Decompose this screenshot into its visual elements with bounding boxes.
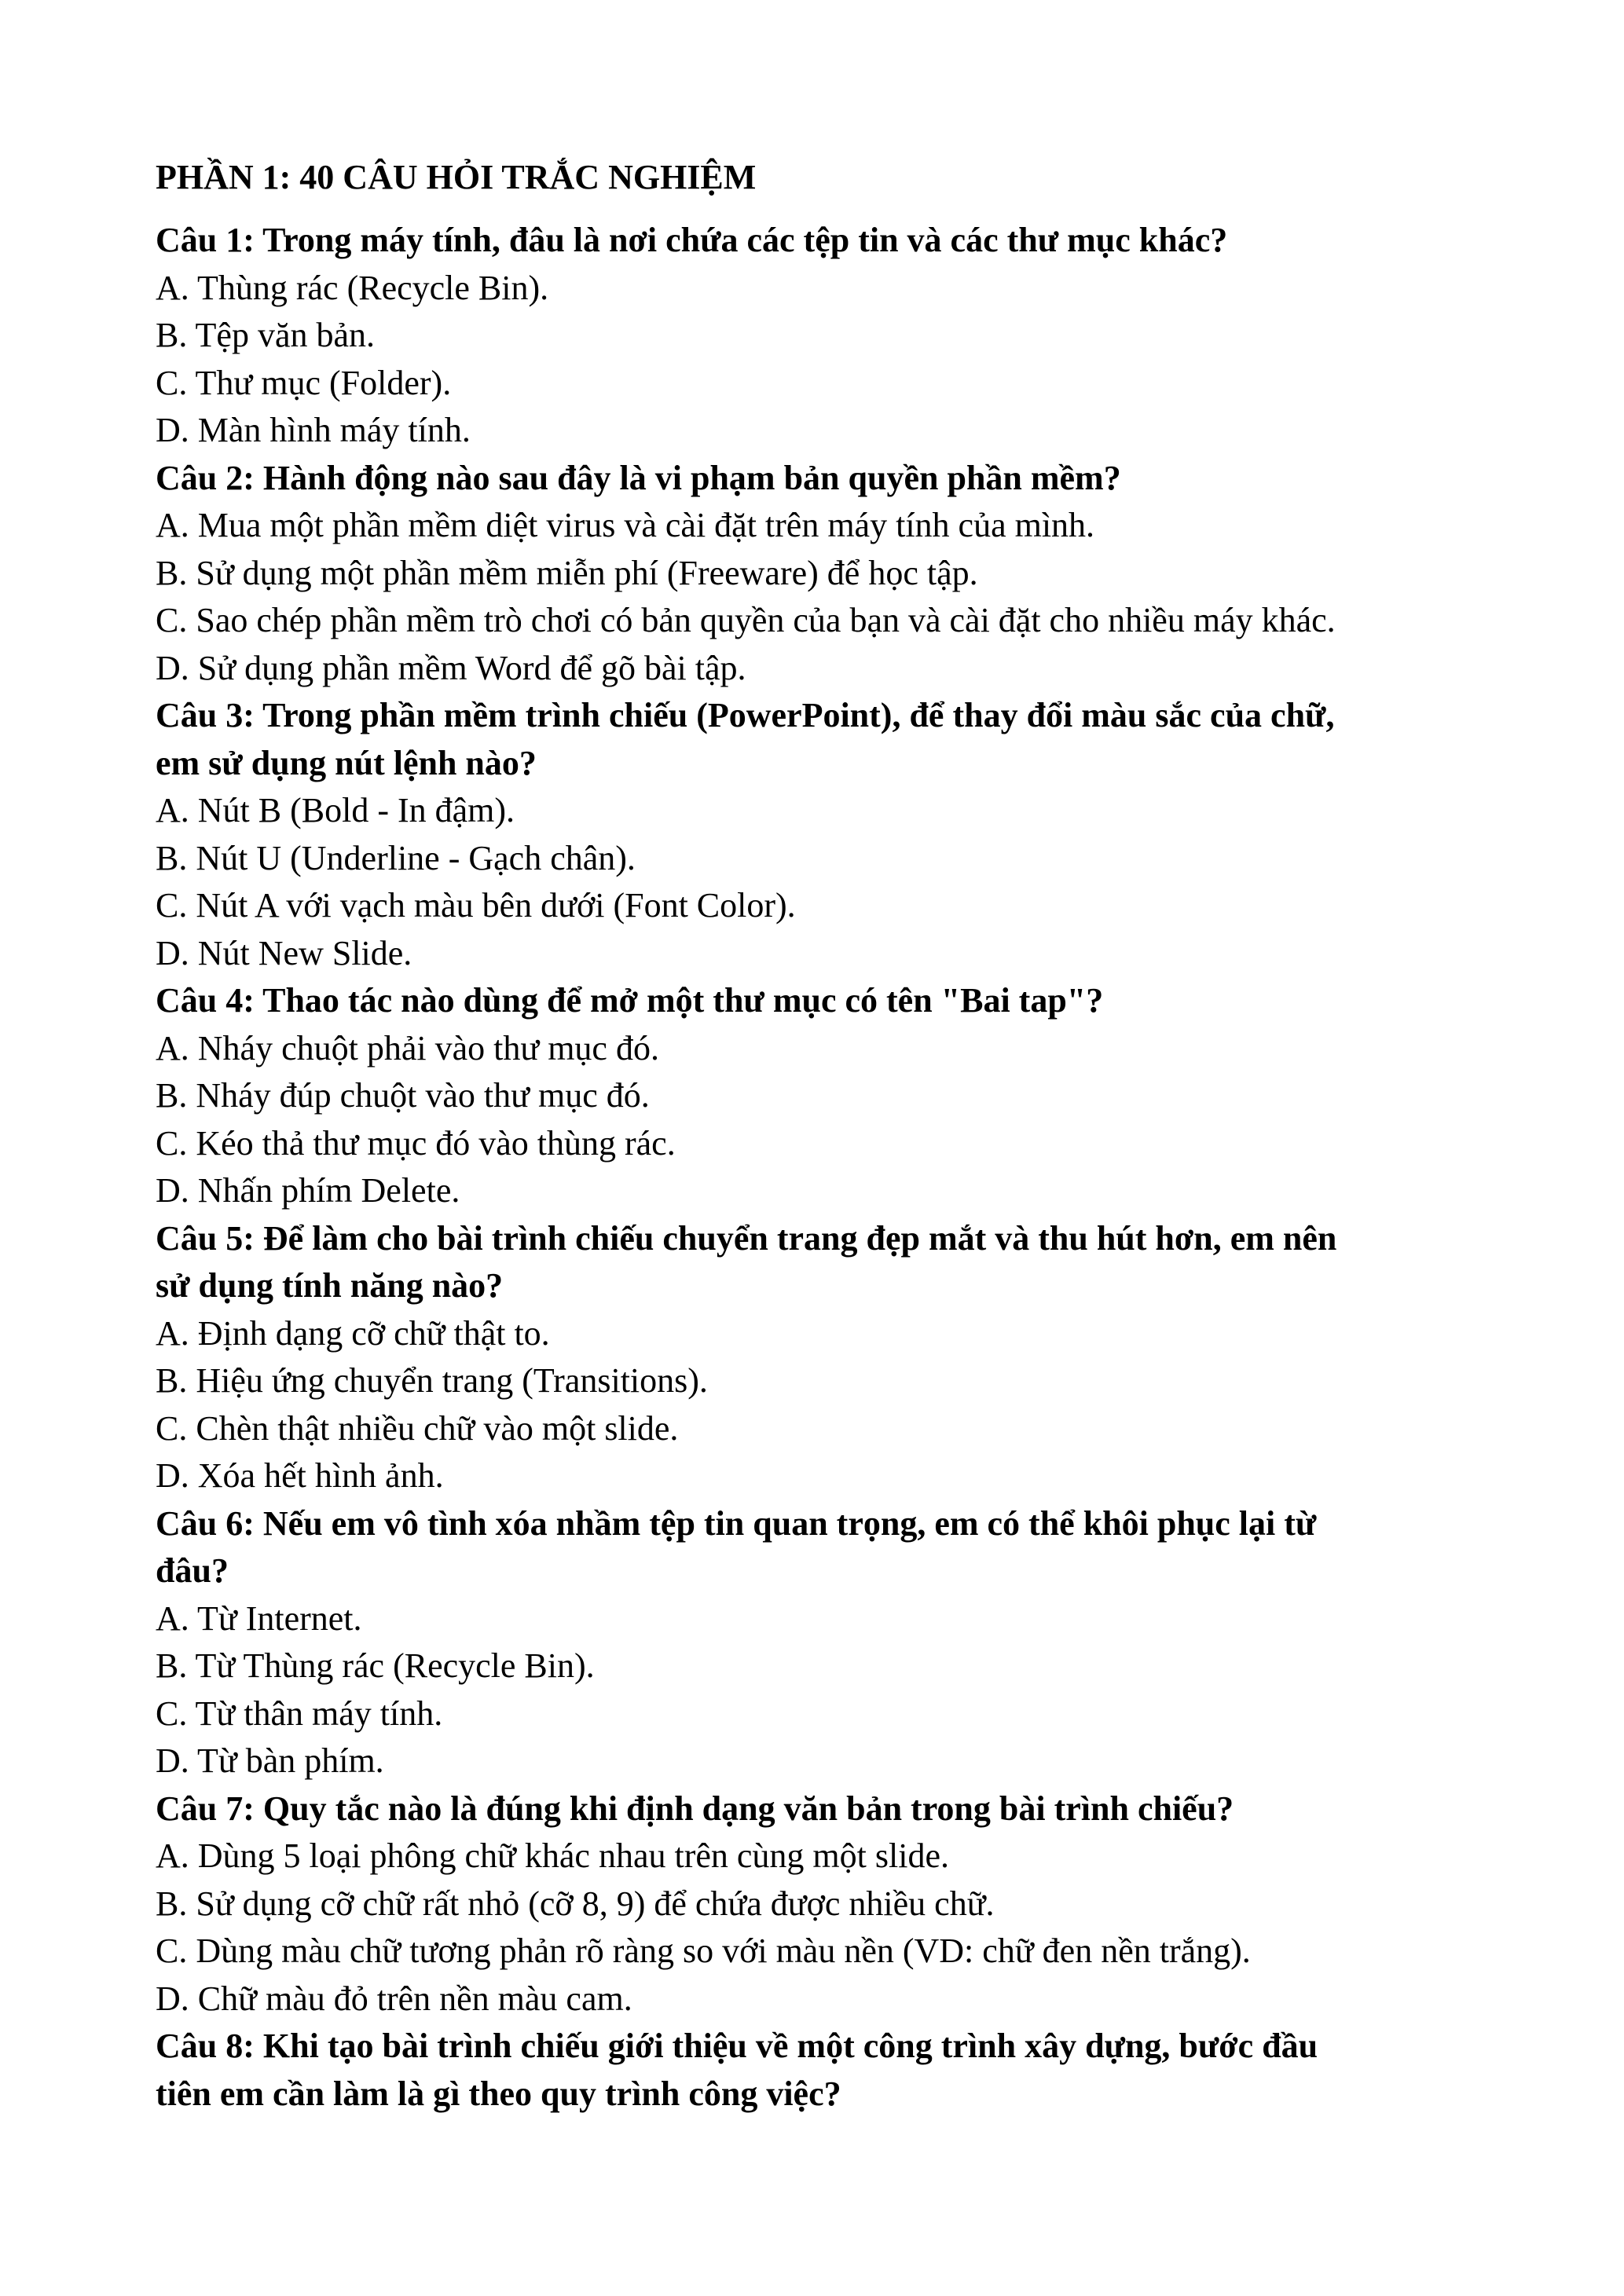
answer-option: B. Sử dụng một phần mềm miễn phí (Freeware) để học tập. — [156, 553, 978, 592]
answer-option: D. Chữ màu đỏ trên nền màu cam. — [156, 1979, 632, 2018]
document-page — [156, 154, 1491, 2118]
question-block — [156, 217, 1491, 455]
answer-option: B. Sử dụng cỡ chữ rất nhỏ (cỡ 8, 9) để chứa được nhiều chữ. — [156, 1884, 995, 1923]
answer-option: A. Định dạng cỡ chữ thật to. — [156, 1313, 550, 1353]
answer-option: C. Nút A với vạch màu bên dưới (Font Color). — [156, 886, 796, 925]
answer-option: A. Mua một phần mềm diệt virus và cài đặt trên máy tính của mình. — [156, 506, 1095, 544]
answer-option: C. Dùng màu chữ tương phản rõ ràng so với màu nền (VD: chữ đen nền trắng). — [156, 1932, 1251, 1970]
answer-option: A. Từ Internet. — [156, 1598, 362, 1638]
question-block — [156, 692, 1491, 977]
question-text: Câu 3: Trong phần mềm trình chiếu (PowerPoint), để thay đổi màu sắc của chữ, — [156, 696, 1335, 734]
question-block — [156, 1785, 1491, 2023]
question-text: Câu 4: Thao tác nào dùng để mở một thư mục có tên "Bai tap"? — [156, 981, 1104, 1020]
answer-option: D. Nút New Slide. — [156, 933, 412, 972]
question-text: sử dụng tính năng nào? — [156, 1266, 504, 1305]
question-text: Câu 7: Quy tắc nào là đúng khi định dạng văn bản trong bài trình chiếu? — [156, 1789, 1234, 1828]
answer-option: B. Nháy đúp chuột vào thư mục đó. — [156, 1076, 650, 1115]
question-text: tiên em cần làm là gì theo quy trình công việc? — [156, 2074, 841, 2113]
question-block — [156, 1215, 1491, 1500]
question-block — [156, 1500, 1491, 1785]
answer-option: D. Sử dụng phần mềm Word để gõ bài tập. — [156, 648, 746, 687]
answer-option: A. Thùng rác (Recycle Bin). — [156, 268, 549, 307]
question-text: em sử dụng nút lệnh nào? — [156, 743, 537, 782]
answer-option: A. Nháy chuột phải vào thư mục đó. — [156, 1028, 659, 1067]
answer-option: A. Dùng 5 loại phông chữ khác nhau trên cùng một slide. — [156, 1836, 949, 1875]
question-text: Câu 6: Nếu em vô tình xóa nhầm tệp tin quan trọng, em có thể khôi phục lại từ — [156, 1503, 1317, 1543]
question-block — [156, 977, 1491, 1215]
answer-option: B. Tệp văn bản. — [156, 316, 376, 354]
question-text: Câu 1: Trong máy tính, đâu là nơi chứa các tệp tin và các thư mục khác? — [156, 221, 1228, 259]
question-block — [156, 455, 1491, 693]
answer-option: B. Nút U (Underline - Gạch chân). — [156, 838, 636, 877]
answer-option: C. Từ thân máy tính. — [156, 1694, 443, 1733]
question-list — [156, 217, 1491, 2118]
answer-option: B. Hiệu ứng chuyển trang (Transitions). — [156, 1361, 708, 1400]
answer-option: D. Từ bàn phím. — [156, 1741, 384, 1780]
section-title: PHẦN 1: 40 CÂU HỎI TRẮC NGHIỆM — [156, 158, 757, 196]
question-text: đâu? — [156, 1551, 229, 1590]
answer-option: D. Xóa hết hình ảnh. — [156, 1456, 444, 1495]
answer-option: D. Màn hình máy tính. — [156, 411, 471, 449]
answer-option: C. Sao chép phần mềm trò chơi có bản quyền của bạn và cài đặt cho nhiều máy khác. — [156, 601, 1336, 639]
question-text: Câu 2: Hành động nào sau đây là vi phạm bản quyền phần mềm? — [156, 458, 1121, 497]
question-text: Câu 5: Để làm cho bài trình chiếu chuyển trang đẹp mắt và thu hút hơn, em nên — [156, 1218, 1337, 1258]
answer-option: D. Nhấn phím Delete. — [156, 1171, 460, 1210]
answer-option: C. Chèn thật nhiều chữ vào một slide. — [156, 1408, 679, 1448]
answer-option: C. Kéo thả thư mục đó vào thùng rác. — [156, 1123, 676, 1163]
question-text: Câu 8: Khi tạo bài trình chiếu giới thiệu về một công trình xây dựng, bước đầu — [156, 2027, 1318, 2065]
answer-option: A. Nút B (Bold - In đậm). — [156, 791, 515, 829]
question-block — [156, 2023, 1491, 2118]
answer-option: B. Từ Thùng rác (Recycle Bin). — [156, 1646, 595, 1685]
answer-option: C. Thư mục (Folder). — [156, 363, 452, 402]
